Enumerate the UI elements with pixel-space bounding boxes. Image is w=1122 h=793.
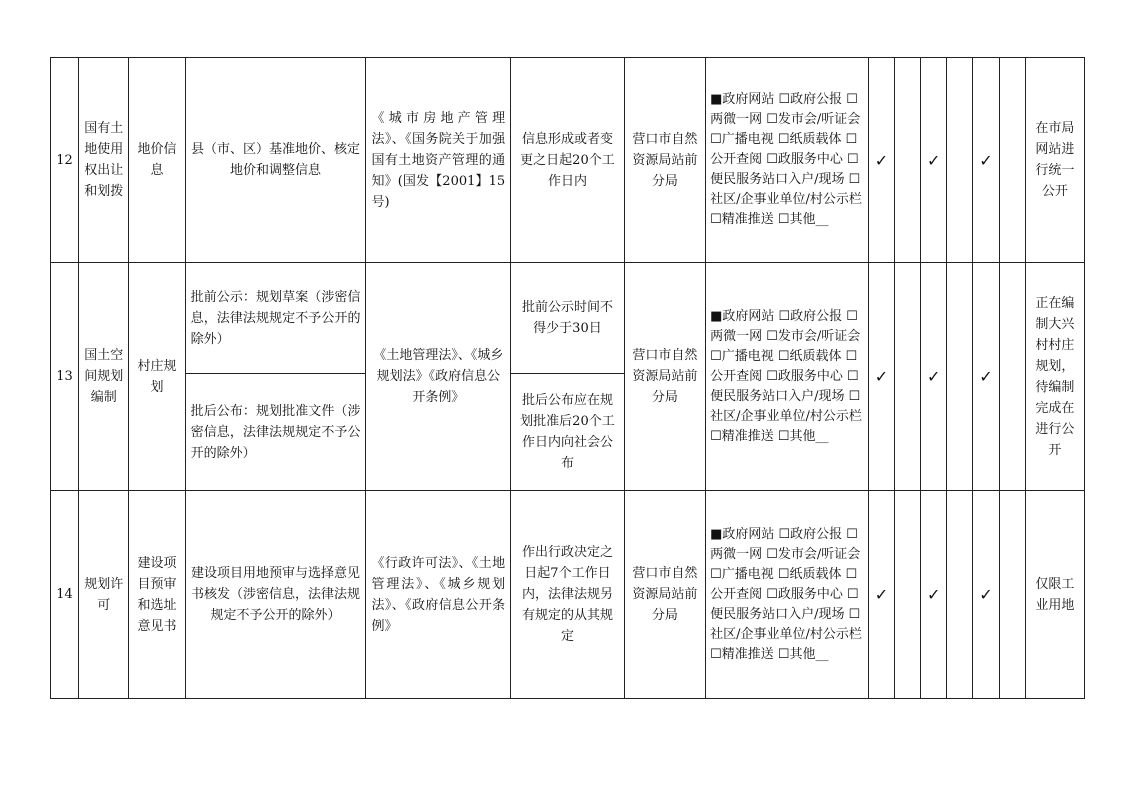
row-number: 13 — [51, 263, 79, 491]
item-category: 规划许可 — [79, 491, 129, 699]
remark: 在市局网站进行统一公开 — [1025, 58, 1084, 263]
check-mark: ✓ — [868, 491, 894, 699]
responsible-agency: 营口市自然资源局站前分局 — [624, 263, 705, 491]
check-cell — [895, 58, 921, 263]
remark: 仅限工业用地 — [1025, 491, 1084, 699]
disclosure-channels: ■政府网站 ☐政府公报 ☐两微一网 ☐发市会/听证会 ☐广播电视 ☐纸质载体 ☐公开查阅 ☐政服务中心 ☐便民服务站口入户/现场 ☐社区/企事业单位/村公示栏 ☐精准推送 ☐其他__ — [706, 491, 869, 699]
check-mark: ✓ — [868, 58, 894, 263]
check-mark: ✓ — [973, 58, 999, 263]
check-cell — [947, 491, 973, 699]
legal-basis: 《城市房地产管理法》、《国务院关于加强国有土地资产管理的通知》(国发【2001】15号) — [366, 58, 511, 263]
item-category: 国有土地使用权出让和划拨 — [79, 58, 129, 263]
disclosure-time: 信息形成或者变更之日起20个工作日内 — [511, 58, 625, 263]
item-category: 国土空间规划编制 — [79, 263, 129, 491]
item-subcategory: 建设项目预审和选址意见书 — [129, 491, 185, 699]
check-cell — [999, 263, 1025, 491]
item-subcategory: 村庄规划 — [129, 263, 185, 491]
disclosure-channels: ■政府网站 ☐政府公报 ☐两微一网 ☐发市会/听证会 ☐广播电视 ☐纸质载体 ☐公开查阅 ☐政服务中心 ☐便民服务站口入户/现场 ☐社区/企事业单位/村公示栏 ☐精准推送 ☐其他__ — [706, 58, 869, 263]
disclosure-table — [50, 57, 1085, 699]
remark: 正在编制大兴村村庄规划，待编制完成在进行公开 — [1025, 263, 1084, 491]
disclosure-content-post: 批后公布：规划批准文件（涉密信息，法律法规规定不予公开的除外） — [185, 374, 366, 491]
legal-basis: 《行政许可法》、《土地管理法》、《城乡规划法》、《政府信息公开条例》 — [366, 491, 511, 699]
responsible-agency: 营口市自然资源局站前分局 — [624, 491, 705, 699]
legal-basis: 《土地管理法》、《城乡规划法》《政府信息公开条例》 — [366, 263, 511, 491]
item-subcategory: 地价信息 — [129, 58, 185, 263]
check-cell — [947, 263, 973, 491]
row-number: 12 — [51, 58, 79, 263]
check-cell — [999, 58, 1025, 263]
check-mark: ✓ — [973, 263, 999, 491]
check-mark: ✓ — [921, 491, 947, 699]
responsible-agency: 营口市自然资源局站前分局 — [624, 58, 705, 263]
disclosure-channels: ■政府网站 ☐政府公报 ☐两微一网 ☐发市会/听证会 ☐广播电视 ☐纸质载体 ☐公开查阅 ☐政服务中心 ☐便民服务站口入户/现场 ☐社区/企事业单位/村公示栏 ☐精准推送 ☐其他__ — [706, 263, 869, 491]
check-cell — [999, 491, 1025, 699]
check-mark: ✓ — [921, 263, 947, 491]
disclosure-content: 县（市、区）基准地价、核定地价和调整信息 — [185, 58, 366, 263]
check-mark: ✓ — [921, 58, 947, 263]
disclosure-time-post: 批后公布应在规划批准后20个工作日内向社会公布 — [511, 374, 625, 491]
table-row — [51, 58, 1085, 263]
check-cell — [895, 491, 921, 699]
disclosure-time-pre: 批前公示时间不得少于30日 — [511, 263, 625, 374]
disclosure-content: 建设项目用地预审与选择意见书核发（涉密信息，法律法规规定不予公开的除外） — [185, 491, 366, 699]
table-row — [51, 491, 1085, 699]
disclosure-content-pre: 批前公示：规划草案（涉密信息，法律法规规定不予公开的除外） — [185, 263, 366, 374]
check-mark: ✓ — [973, 491, 999, 699]
row-number: 14 — [51, 491, 79, 699]
check-cell — [895, 263, 921, 491]
table-row — [51, 263, 1085, 374]
check-cell — [947, 58, 973, 263]
check-mark: ✓ — [868, 263, 894, 491]
disclosure-time: 作出行政决定之日起7个工作日内，法律法规另有规定的从其规定 — [511, 491, 625, 699]
